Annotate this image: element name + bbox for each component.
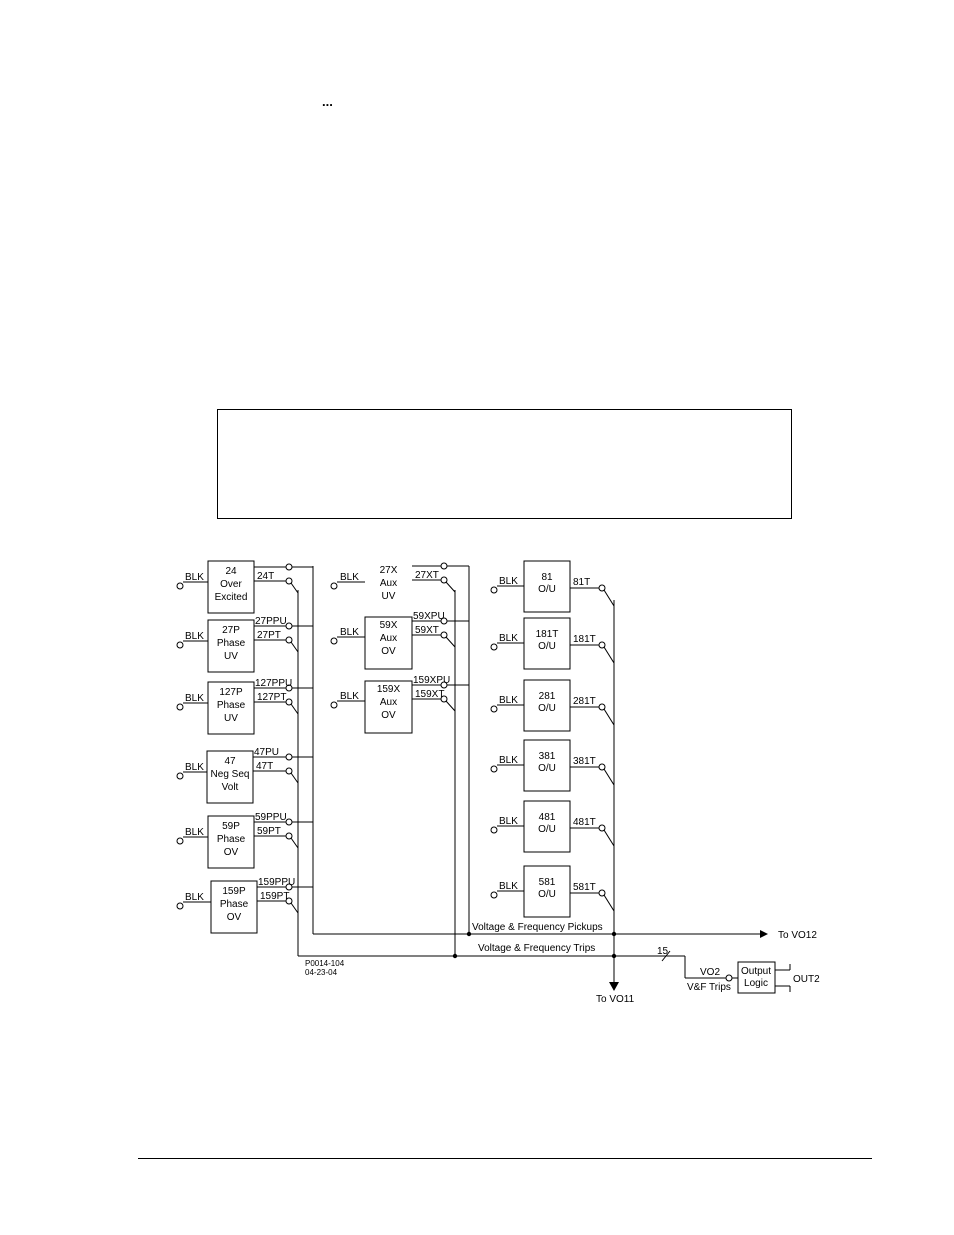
pickup-output-pin bbox=[286, 819, 292, 825]
col1-element bbox=[177, 616, 313, 672]
drawing-date: 04-23-04 bbox=[305, 968, 338, 977]
trip-output-label: 381T bbox=[573, 756, 596, 767]
element-label-line2: Aux bbox=[379, 578, 398, 589]
output-logic-line1: Output bbox=[740, 966, 772, 977]
trip-output-label: 281T bbox=[573, 696, 596, 707]
element-label-line1: 27P bbox=[222, 625, 240, 636]
element-label-line3: OV bbox=[381, 646, 396, 657]
col1-element bbox=[177, 812, 313, 868]
element-label-line2: Aux bbox=[379, 633, 398, 644]
blk-label: BLK bbox=[185, 827, 204, 838]
element-label-line2: O/U bbox=[538, 703, 556, 714]
trip-output-label: 127PT bbox=[257, 692, 287, 703]
element-label-line1: 24 bbox=[225, 566, 237, 577]
blk-input-pin bbox=[177, 838, 183, 844]
trip-output-label: 47T bbox=[256, 761, 274, 772]
pickup-output-pin bbox=[286, 754, 292, 760]
col3-element bbox=[491, 866, 614, 917]
vf-trips-label: V&F Trips bbox=[687, 982, 731, 993]
element-label-line3: UV bbox=[224, 713, 238, 724]
element-label-line2: O/U bbox=[538, 824, 556, 835]
pickups-bus-label: Voltage & Frequency Pickups bbox=[472, 922, 603, 933]
element-label-line1: 281 bbox=[538, 691, 556, 702]
to-vo12-label: To VO12 bbox=[778, 930, 817, 941]
element-label-line1: 581 bbox=[538, 877, 556, 888]
blk-input-pin bbox=[491, 706, 497, 712]
pickup-output-label: 59PPU bbox=[255, 812, 287, 823]
column-1-elements bbox=[177, 561, 313, 933]
pickup-output-label: 27PPU bbox=[255, 616, 287, 627]
trips-bus-label: Voltage & Frequency Trips bbox=[478, 943, 596, 954]
pickup-output-label: 59XPU bbox=[413, 611, 445, 622]
trip-output-label: 81T bbox=[573, 577, 591, 588]
blk-input-pin bbox=[177, 704, 183, 710]
col3-element bbox=[491, 618, 614, 669]
pickup-output-label: 47PU bbox=[254, 747, 280, 758]
col2-element bbox=[331, 675, 469, 733]
col3-element bbox=[491, 740, 614, 791]
element-label-line2: Over bbox=[220, 579, 242, 590]
trip-output-label: 481T bbox=[573, 817, 596, 828]
pickup-output-label: 127PPU bbox=[255, 678, 293, 689]
element-label-line3: Excited bbox=[214, 592, 248, 603]
output-logic-line2: Logic bbox=[744, 978, 768, 989]
blk-input-pin bbox=[331, 638, 337, 644]
element-label-line3: Volt bbox=[221, 782, 239, 793]
blk-label: BLK bbox=[185, 631, 204, 642]
trip-output-label: 24T bbox=[257, 571, 275, 582]
footer-rule bbox=[138, 1158, 872, 1159]
pickup-output-pin bbox=[441, 563, 447, 569]
element-label-line3: OV bbox=[226, 912, 242, 923]
blk-label: BLK bbox=[185, 892, 204, 903]
element-label-line1: 81 bbox=[541, 572, 553, 583]
bus-width-label: 15 bbox=[657, 946, 669, 957]
blk-input-pin bbox=[177, 773, 183, 779]
element-label-line2: Phase bbox=[216, 834, 246, 845]
element-label-line3: OV bbox=[381, 710, 396, 721]
trip-output-label: 27PT bbox=[257, 630, 281, 641]
trip-output-label: 27XT bbox=[415, 570, 439, 581]
element-label-line2: Phase bbox=[216, 700, 246, 711]
trip-output-label: 159PT bbox=[260, 891, 290, 902]
blk-input-pin bbox=[491, 827, 497, 833]
element-label-line2: Neg Seq bbox=[210, 769, 250, 780]
vo2-label: VO2 bbox=[700, 967, 721, 978]
trip-output-label: 59PT bbox=[257, 826, 281, 837]
column-3-elements bbox=[491, 561, 614, 917]
pickup-output-pin bbox=[286, 623, 292, 629]
blk-input-pin bbox=[491, 587, 497, 593]
col1-element bbox=[177, 747, 313, 803]
col1-element bbox=[177, 678, 313, 734]
element-label-line2: O/U bbox=[538, 641, 556, 652]
trip-output-label: 159XT bbox=[415, 689, 445, 700]
blk-label: BLK bbox=[340, 627, 359, 638]
column-2-elements bbox=[331, 563, 469, 733]
blk-label: BLK bbox=[499, 881, 518, 892]
drawing-number: P0014-104 bbox=[305, 959, 345, 968]
blk-label: BLK bbox=[499, 816, 518, 827]
col1-element bbox=[177, 877, 313, 933]
element-label-line3: UV bbox=[381, 591, 396, 602]
blk-label: BLK bbox=[499, 755, 518, 766]
pickup-output-label: 159XPU bbox=[413, 675, 451, 686]
element-label-line1: 27X bbox=[379, 565, 398, 576]
trip-output-label: 59XT bbox=[415, 625, 439, 636]
element-label-line1: 181T bbox=[535, 629, 559, 640]
blk-label: BLK bbox=[499, 633, 518, 644]
trip-output-label: 181T bbox=[573, 634, 596, 645]
out2-label: OUT2 bbox=[793, 974, 820, 985]
element-label-line3: OV bbox=[223, 847, 239, 858]
col1-element bbox=[177, 561, 313, 613]
element-label-line2: O/U bbox=[538, 584, 556, 595]
blk-label: BLK bbox=[185, 762, 204, 773]
to-vo11-label: To VO11 bbox=[596, 994, 635, 1005]
col3-element bbox=[491, 561, 614, 612]
blk-input-pin bbox=[491, 644, 497, 650]
col2-element bbox=[331, 563, 469, 602]
blk-input-pin bbox=[491, 766, 497, 772]
blk-label: BLK bbox=[499, 695, 518, 706]
element-label-line1: 47 bbox=[224, 756, 236, 767]
blk-label: BLK bbox=[185, 572, 204, 583]
trip-output-label: 581T bbox=[573, 882, 596, 893]
element-label-line2: Phase bbox=[216, 638, 246, 649]
element-label-line1: 159P bbox=[222, 886, 246, 897]
element-label-line2: Phase bbox=[219, 899, 249, 910]
blk-input-pin bbox=[177, 583, 183, 589]
blk-input-pin bbox=[331, 702, 337, 708]
blk-input-pin bbox=[491, 892, 497, 898]
element-label-line1: 159X bbox=[376, 684, 401, 695]
element-label-line1: 481 bbox=[538, 812, 556, 823]
ellipsis-marker: ... bbox=[322, 94, 333, 109]
element-label-line3: UV bbox=[224, 651, 238, 662]
blk-label: BLK bbox=[499, 576, 518, 587]
element-label-line1: 127P bbox=[219, 687, 243, 698]
element-label-line2: O/U bbox=[538, 763, 556, 774]
blk-input-pin bbox=[177, 642, 183, 648]
pickup-output-pin bbox=[286, 564, 292, 570]
col3-element bbox=[491, 680, 614, 731]
blk-label: BLK bbox=[340, 691, 359, 702]
element-label-line1: 59X bbox=[379, 620, 398, 631]
col2-element bbox=[331, 611, 469, 669]
pickup-output-label: 159PPU bbox=[258, 877, 296, 888]
blk-input-pin bbox=[331, 583, 337, 589]
element-label-line1: 59P bbox=[222, 821, 240, 832]
blk-label: BLK bbox=[340, 572, 359, 583]
blk-label: BLK bbox=[185, 693, 204, 704]
col3-element bbox=[491, 801, 614, 852]
element-label-line2: Aux bbox=[379, 697, 398, 708]
blk-input-pin bbox=[177, 903, 183, 909]
element-label-line1: 381 bbox=[538, 751, 556, 762]
element-label-line2: O/U bbox=[538, 889, 556, 900]
